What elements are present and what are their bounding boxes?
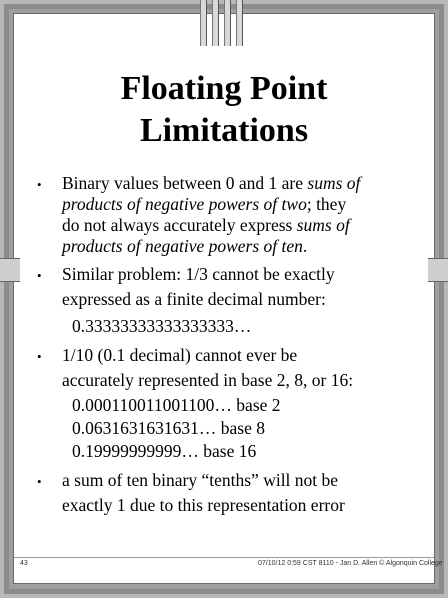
footer-divider (14, 557, 434, 558)
bullet-3-line-3: 0.000110011001100… base 2 (72, 395, 281, 415)
binder-tab (200, 0, 207, 46)
bullet-1-line-3: do not always accurately express sums of (62, 215, 350, 235)
bullet-4-line-1: a sum of ten binary “tenths” will not be (62, 470, 339, 490)
bullet-1-line-4: products of negative powers of ten. (62, 236, 308, 256)
bullet-glyph: • (37, 177, 42, 192)
bullet-glyph: • (37, 268, 42, 283)
bullet-3-line-5: 0.19999999999… base 16 (72, 441, 257, 461)
binder-tabs-top (198, 0, 250, 46)
bullet-1-line-2: products of negative powers of two; they (62, 194, 347, 214)
footer-page-number: 43 (20, 560, 28, 567)
binder-tab-left (0, 258, 20, 282)
binder-tab (224, 0, 231, 46)
binder-tab (236, 0, 243, 46)
bullet-glyph: • (37, 474, 42, 489)
bullet-3-line-1: 1/10 (0.1 decimal) cannot ever be (62, 345, 298, 365)
slide-title-line2: Limitations (139, 112, 309, 149)
binder-tab (212, 0, 219, 46)
footer-course-info: 07/10/12 0:59 CST 8110 - Jan D. Allen © Algonquin College (258, 560, 443, 567)
bullet-glyph: • (37, 349, 42, 364)
bullet-3-line-4: 0.0631631631631… base 8 (72, 418, 265, 438)
bullet-2-line-2: expressed as a finite decimal number: (62, 289, 326, 309)
bullet-2-line-1: Similar problem: 1/3 cannot be exactly (62, 264, 335, 284)
bullet-4-line-2: exactly 1 due to this representation error (62, 495, 345, 515)
bullet-1-line-1: Binary values between 0 and 1 are sums of (62, 173, 361, 193)
binder-tab-right (428, 258, 448, 282)
bullet-2-line-3: 0.33333333333333333… (72, 316, 252, 336)
slide-title-line1: Floating Point (120, 70, 328, 107)
bullet-3-line-2: accurately represented in base 2, 8, or 16: (62, 370, 354, 390)
